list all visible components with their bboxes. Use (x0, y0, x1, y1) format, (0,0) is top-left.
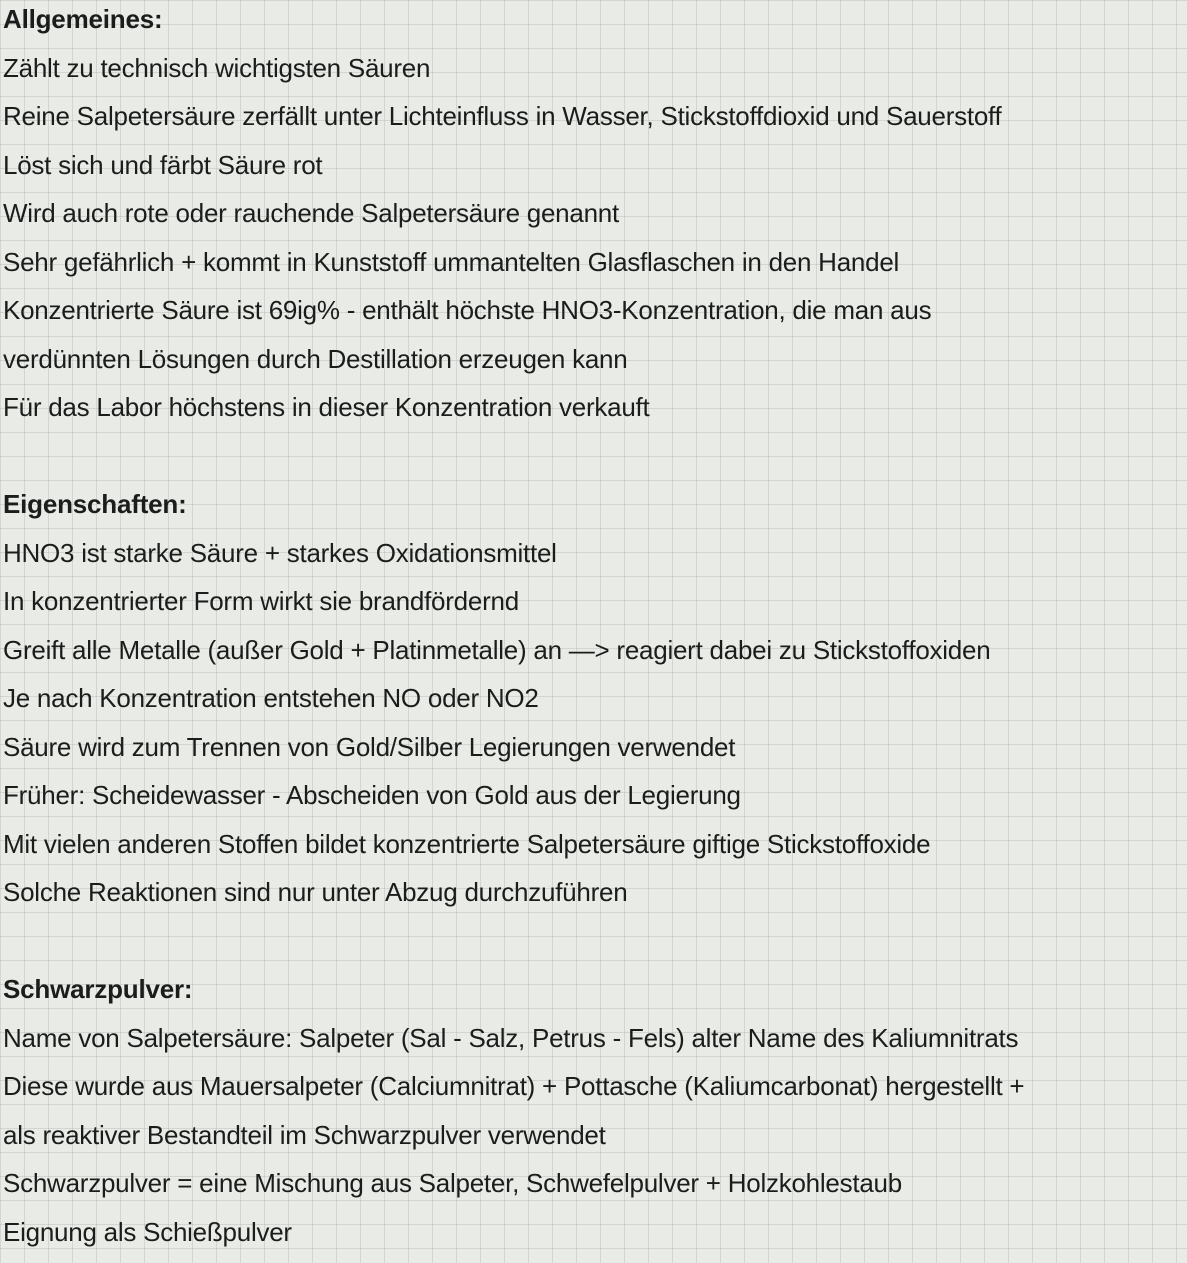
section-heading: Allgemeines: (3, 4, 163, 34)
text-line: Name von Salpetersäure: Salpeter (Sal - Salz, Petrus - Fels) alter Name des Kaliumnitrats (3, 1022, 1019, 1053)
section-eigenschaften (3, 480, 1179, 917)
text-line: als reaktiver Bestandteil im Schwarzpulver verwendet (3, 1119, 606, 1150)
text-line: Mit vielen anderen Stoffen bildet konzentrierte Salpetersäure giftige Stickstoffoxide (3, 828, 931, 859)
text-line: HNO3 ist starke Säure + starkes Oxidationsmittel (3, 537, 557, 568)
section-allgemeines (3, 0, 1179, 432)
text-line: Konzentrierte Säure ist 69ig% - enthält höchste HNO3-Konzentration, die man aus (3, 295, 932, 325)
blank-line (3, 432, 1179, 481)
text-line: Wird auch rote oder rauchende Salpetersäure genannt (3, 198, 619, 228)
blank-line (3, 917, 1179, 966)
section-schwarzpulver (3, 965, 1179, 1256)
text-line: In konzentrierter Form wirkt sie brandfördernd (3, 586, 519, 616)
text-line: Löst sich und färbt Säure rot (3, 149, 323, 180)
section-heading: Schwarzpulver: (3, 974, 193, 1004)
text-line: Diese wurde aus Mauersalpeter (Calciumnitrat) + Pottasche (Kaliumcarbonat) hergestellt + (3, 1071, 1025, 1101)
text-line: Zählt zu technisch wichtigsten Säuren (3, 52, 431, 83)
text-line: Eignung als Schießpulver (3, 1216, 292, 1247)
text-line: Reine Salpetersäure zerfällt unter Lichteinfluss in Wasser, Stickstoffdioxid und Sauerstoff (3, 101, 1002, 131)
text-line: Solche Reaktionen sind nur unter Abzug durchzuführen (3, 877, 628, 907)
section-heading: Eigenschaften: (3, 489, 187, 519)
text-line: Früher: Scheidewasser - Abscheiden von Gold aus der Legierung (3, 780, 741, 810)
text-line: Sehr gefährlich + kommt in Kunststoff ummantelten Glasflaschen in den Handel (3, 246, 900, 277)
text-line: Schwarzpulver = eine Mischung aus Salpeter, Schwefelpulver + Holzkohlestaub (3, 1168, 902, 1198)
text-line: verdünnten Lösungen durch Destillation erzeugen kann (3, 343, 628, 374)
text-line: Säure wird zum Trennen von Gold/Silber Legierungen verwendet (3, 731, 736, 762)
text-line: Je nach Konzentration entstehen NO oder NO2 (3, 683, 539, 713)
text-line: Greift alle Metalle (außer Gold + Platinmetalle) an —> reagiert dabei zu Stickstoffoxiden (3, 634, 991, 665)
text-line: Für das Labor höchstens in dieser Konzentration verkauft (3, 392, 650, 422)
